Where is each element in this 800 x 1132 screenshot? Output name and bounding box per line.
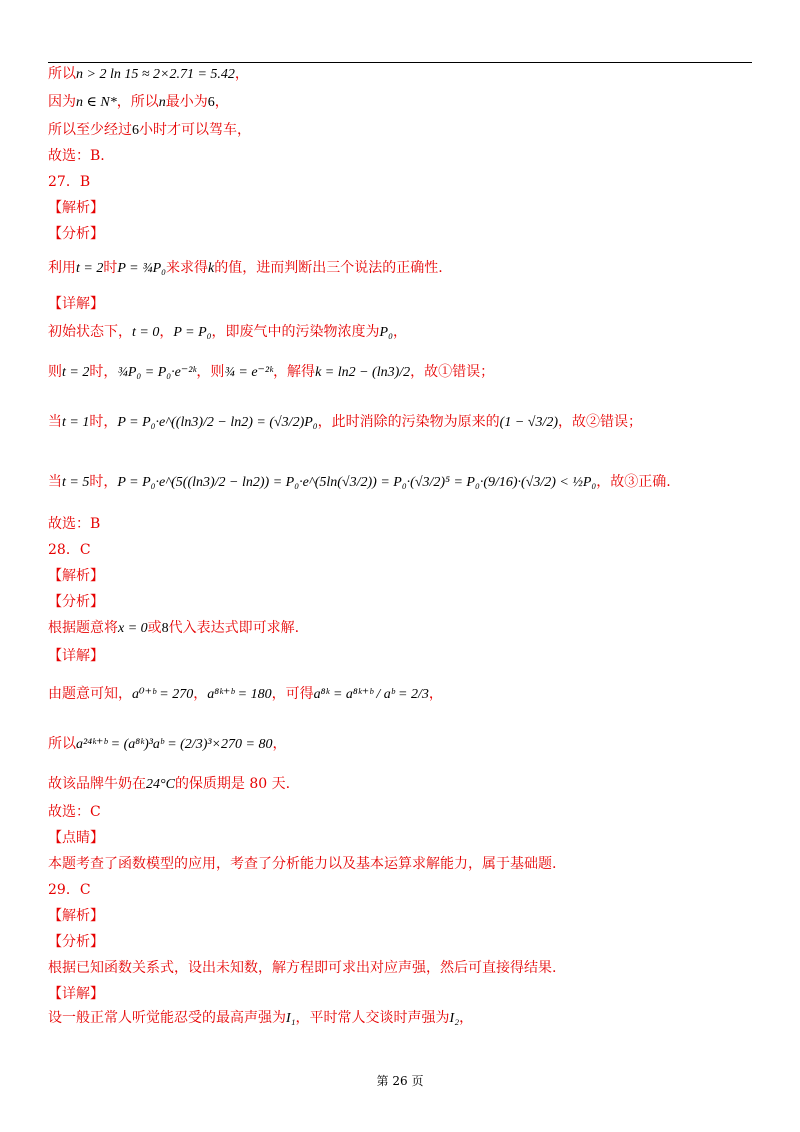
text-fragment: 本题考查了函数模型的应用，考查了分析能力以及基本运算求解能力，属于基础题. — [48, 856, 557, 872]
math-expression: k = ln2 − (ln3)/2 — [315, 365, 411, 380]
math-expression: P = P₀ — [173, 325, 212, 340]
header-rule — [48, 62, 752, 63]
text-fragment: 因为 — [48, 94, 76, 110]
text-fragment: 故选：C — [48, 804, 101, 820]
question-number — [48, 880, 91, 900]
text-line — [48, 774, 290, 795]
text-line — [48, 322, 407, 343]
section-heading — [48, 224, 104, 244]
math-expression: I₁ — [286, 1011, 296, 1026]
math-expression: 6 — [132, 123, 139, 138]
math-expression: k — [208, 261, 215, 276]
text-fragment: 【分析】 — [48, 226, 104, 242]
text-line — [48, 618, 299, 639]
math-expression: P₀ — [379, 325, 393, 340]
text-fragment: ，故②错误； — [558, 414, 643, 430]
text-line — [48, 362, 494, 383]
text-fragment: 【点睛】 — [48, 830, 104, 846]
text-line — [48, 514, 100, 534]
text-fragment: 29．C — [48, 882, 91, 898]
text-fragment: 【解析】 — [48, 200, 104, 216]
section-heading — [48, 932, 104, 952]
text-line — [48, 412, 642, 433]
text-line — [48, 734, 286, 755]
text-fragment: 27．B — [48, 174, 91, 190]
text-fragment: 【详解】 — [48, 296, 104, 312]
text-line — [48, 472, 671, 493]
text-fragment: 利用 — [48, 260, 76, 276]
text-fragment: ，则 — [196, 364, 225, 380]
math-expression: P = P₀·e^((ln3)/2 − ln2) = (√3/2)P₀ — [117, 415, 318, 430]
text-fragment: 当 — [48, 474, 62, 490]
text-fragment: ，解得 — [273, 364, 316, 380]
text-fragment: 当 — [48, 414, 62, 430]
math-expression: 24°C — [146, 777, 175, 792]
page-number: 第 26 页 — [376, 1074, 424, 1088]
math-expression: a⁸ᵏ⁺ᵇ = 180 — [207, 687, 272, 702]
section-heading — [48, 592, 104, 612]
text-line — [48, 854, 556, 874]
math-expression: a⁸ᵏ = a⁸ᵏ⁺ᵇ / aᵇ = 2/3 — [313, 687, 429, 702]
text-fragment: 时 — [103, 260, 118, 276]
text-fragment: ，即废气中的污染物浓度为 — [211, 324, 380, 340]
text-fragment: ， — [193, 686, 208, 702]
text-fragment: 最小为 — [165, 94, 208, 110]
math-expression: a⁰⁺ᵇ = 270 — [132, 687, 194, 702]
text-fragment: 故选：B — [48, 516, 101, 532]
text-fragment: 的保质期是 80 天. — [174, 776, 291, 792]
text-fragment: ， — [459, 1010, 474, 1026]
question-number — [48, 540, 91, 560]
math-expression: ¾ = e⁻²ᵏ — [224, 365, 274, 380]
text-line — [48, 258, 443, 279]
text-fragment: 【分析】 — [48, 594, 104, 610]
math-expression: a²⁴ᵏ⁺ᵇ = (a⁸ᵏ)³aᵇ = (2/3)³×270 = 80 — [76, 737, 273, 752]
section-heading — [48, 984, 104, 1004]
text-fragment: 来求得 — [166, 260, 209, 276]
text-fragment: 【解析】 — [48, 568, 104, 584]
text-fragment: 设一般正常人听觉能忍受的最高声强为 — [48, 1010, 286, 1026]
text-fragment: ， — [159, 324, 174, 340]
text-fragment: 时， — [89, 474, 118, 490]
math-expression: ¾P₀ = P₀·e⁻²ᵏ — [117, 365, 197, 380]
text-line — [48, 1008, 473, 1029]
text-fragment: 代入表达式即可求解. — [168, 620, 300, 636]
text-fragment: 28．C — [48, 542, 91, 558]
text-line — [48, 684, 443, 705]
text-fragment: ，平时常人交谈时声强为 — [295, 1010, 450, 1026]
math-expression: P = P₀·e^(5((ln3)/2 − ln2)) = P₀·e^(5ln(√3/2)) = P₀·(√3/2)⁵ = P₀·(9/16)·(√3/2) < ½P₀ — [117, 475, 597, 490]
text-fragment: 【分析】 — [48, 934, 104, 950]
text-fragment: 初始状态下， — [48, 324, 132, 340]
question-number — [48, 172, 90, 192]
text-fragment: 则 — [48, 364, 62, 380]
text-fragment: 故该品牌牛奶在 — [48, 776, 146, 792]
math-expression: (1 − √3/2) — [499, 415, 559, 430]
text-fragment: ， — [428, 686, 443, 702]
text-fragment: 由题意可知， — [48, 686, 132, 702]
text-fragment: 时， — [89, 364, 118, 380]
text-fragment: ， — [392, 324, 407, 340]
text-fragment: ， — [272, 736, 287, 752]
text-fragment: 根据题意将 — [48, 620, 118, 636]
text-fragment: 故选：B. — [48, 148, 105, 164]
text-fragment: 根据已知函数关系式，设出未知数，解方程即可求出对应声强，然后可直接得结果. — [48, 960, 557, 976]
math-expression: t = 0 — [132, 325, 160, 340]
text-fragment: ，所以 — [116, 94, 159, 110]
section-heading — [48, 828, 104, 848]
text-fragment: ，此时消除的污染物为原来的 — [317, 414, 500, 430]
text-fragment: 的值，进而判断出三个说法的正确性. — [214, 260, 443, 276]
text-fragment: ，故③正确. — [596, 474, 671, 490]
text-fragment: ，可得 — [271, 686, 314, 702]
math-expression: I₂ — [449, 1011, 460, 1026]
text-fragment: 【详解】 — [48, 648, 104, 664]
section-heading — [48, 906, 104, 926]
math-expression: n > 2 ln 15 ≈ 2×2.71 = 5.42 — [76, 67, 235, 82]
math-expression: 6 — [207, 95, 215, 110]
text-fragment: 所以至少经过 — [48, 122, 132, 138]
section-heading — [48, 566, 104, 586]
text-fragment: 小时才可以驾车， — [139, 122, 251, 138]
math-expression: n ∈ N* — [76, 95, 117, 110]
section-heading — [48, 294, 104, 314]
text-fragment: ，故①错误； — [410, 364, 495, 380]
text-line — [48, 92, 229, 113]
math-expression: 8 — [161, 621, 169, 636]
math-expression: n — [158, 95, 166, 110]
text-fragment: 【详解】 — [48, 986, 104, 1002]
text-fragment: 【解析】 — [48, 908, 104, 924]
math-expression: t = 5 — [62, 475, 90, 490]
text-fragment: 所以 — [48, 736, 76, 752]
text-line — [48, 958, 556, 978]
text-fragment: ， — [214, 94, 229, 110]
text-line — [48, 120, 251, 141]
text-line — [48, 64, 249, 85]
text-fragment: 时， — [89, 414, 118, 430]
text-fragment: 所以 — [48, 66, 76, 82]
section-heading — [48, 646, 104, 666]
math-expression: t = 2 — [76, 261, 104, 276]
text-line — [48, 802, 101, 822]
text-line — [48, 146, 105, 166]
text-fragment: ， — [234, 66, 249, 82]
math-expression: t = 2 — [62, 365, 90, 380]
section-heading — [48, 198, 104, 218]
math-expression: t = 1 — [62, 415, 90, 430]
math-expression: x = 0 — [118, 621, 148, 636]
math-expression: P = ¾P₀ — [117, 261, 167, 276]
text-fragment: 或 — [147, 620, 162, 636]
